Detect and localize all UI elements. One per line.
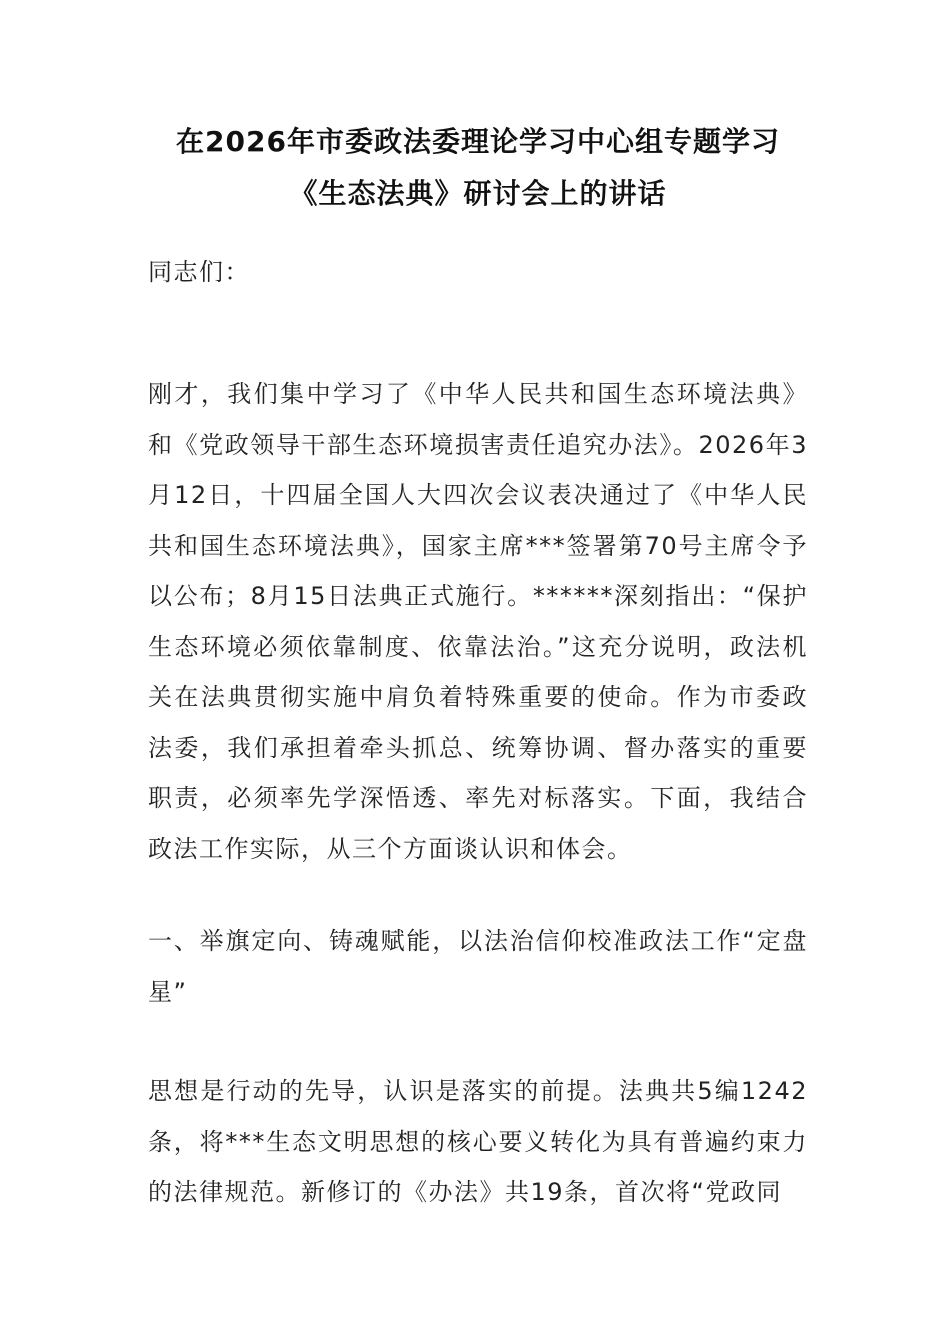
section-heading: 一、举旗定向、铸魂赋能，以法治信仰校准政法工作“定盘星”	[148, 927, 808, 1006]
document-title: 在2026年市委政法委理论学习中心组专题学习《生态法典》研讨会上的讲话	[176, 125, 780, 210]
body-paragraph: 思想是行动的先导，认识是落实的前提。法典共5编1242条，将***生态文明思想的核心要义转化为具有普遍约束力的法律规范。新修订的《办法》共19条，首次将“党政同	[148, 1077, 808, 1206]
body-paragraph: 刚才，我们集中学习了《中华人民共和国生态环境法典》和《党政领导干部生态环境损害责任追究办法》。2026年3月12日，十四届全国人大四次会议表决通过了《中华人民共和国生态环境法典》，国家主席***签署第70号主席令予以公布；8月15日法典正式施行。******深刻指出：“保护生态环境必须依靠制度、依靠法治。”这充分说明，政法机关在法典贯彻实施中肩负着特殊重要的使命。作为市委政法委，我们承担着牵头抓总、统筹协调、督办落实的重要职责，必须率先学深悟透、率先对标落实。下面，我结合政法工作实际，从三个方面谈认识和体会。	[148, 380, 808, 863]
greeting: 同志们：	[148, 258, 250, 286]
